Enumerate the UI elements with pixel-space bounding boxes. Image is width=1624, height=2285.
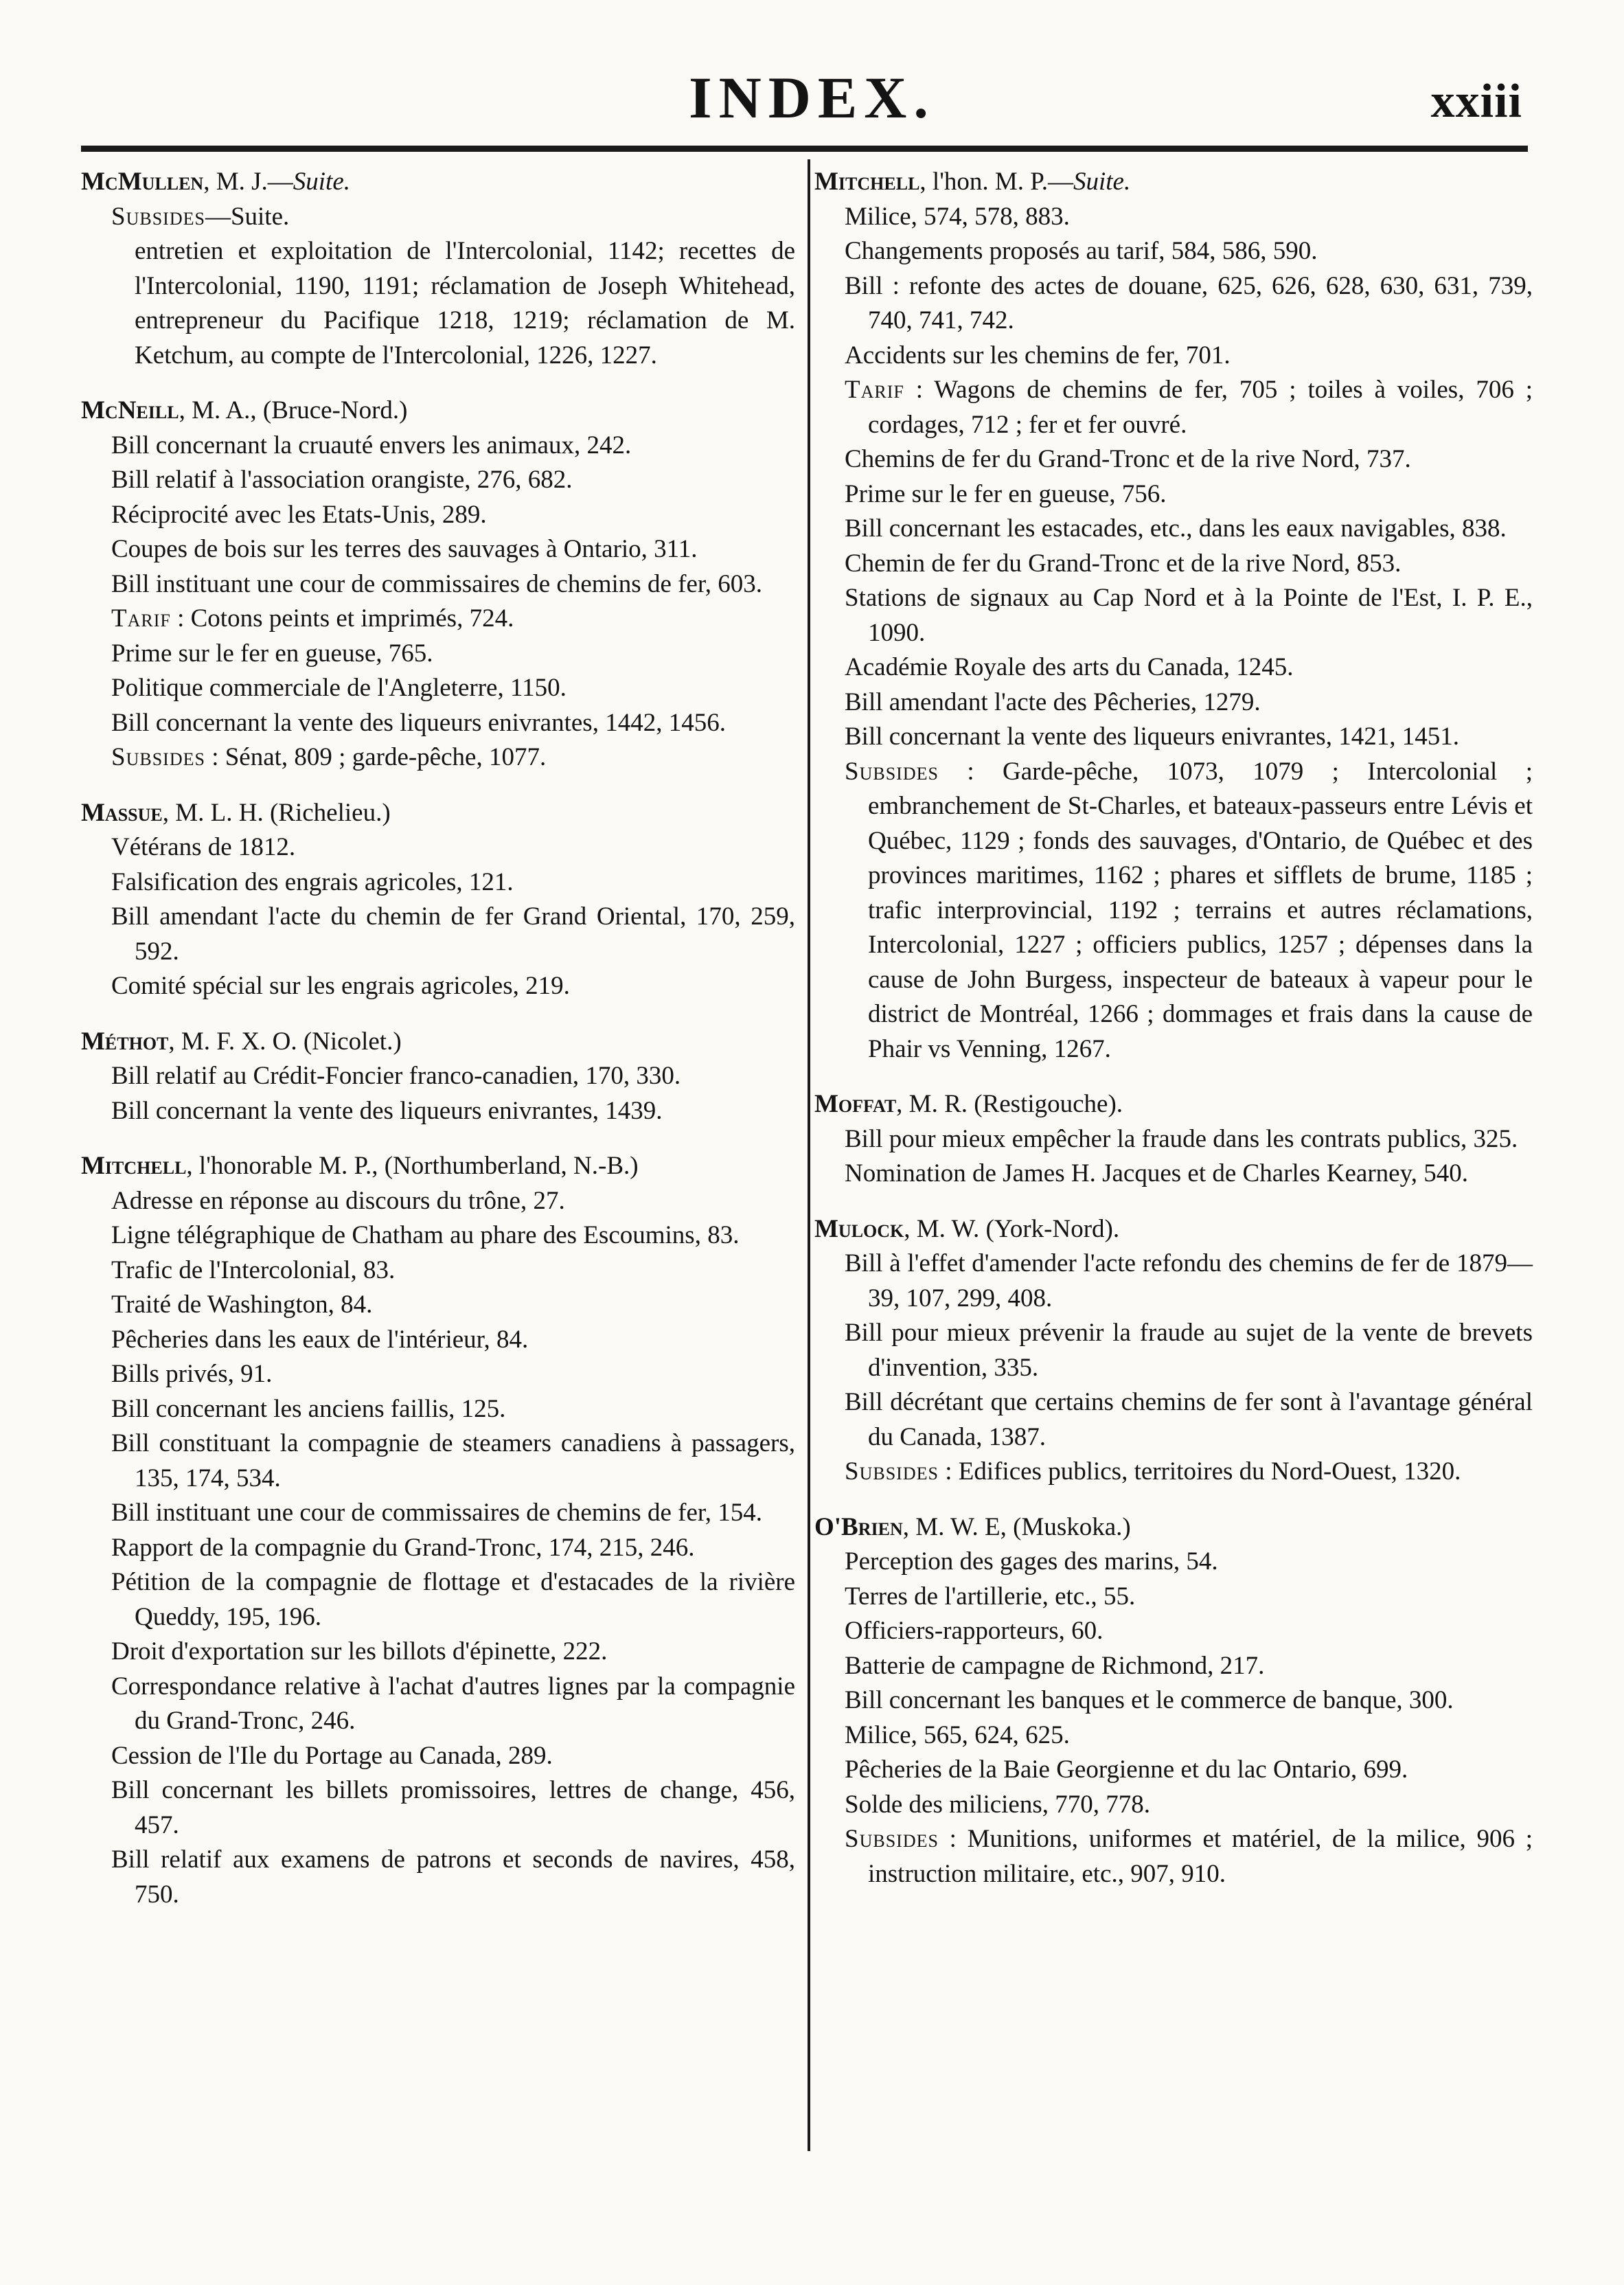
entry-details: , M. J.— [203, 168, 293, 196]
entry-item [814, 1614, 1533, 1649]
entry-heading [814, 1087, 1533, 1122]
entry-item [81, 234, 795, 373]
entry-item [814, 1580, 1533, 1615]
entry-item [814, 1385, 1533, 1455]
entry-details: , M. A., (Bruce-Nord.) [179, 396, 408, 424]
entry-item [81, 200, 795, 235]
entry-item-text: Perception des gages des marins, 54. [845, 1547, 1218, 1576]
entry-heading [81, 394, 795, 429]
entry-item-text: Bill concernant la vente des liqueurs enivrantes, 1439. [111, 1096, 663, 1125]
entry-item-text: Bill relatif aux examens de patrons et seconds de navires, 458, 750. [111, 1845, 795, 1909]
entry-item [81, 429, 795, 464]
entry-name: McNeill [81, 396, 179, 424]
entry-item-text: Milice, 565, 624, 625. [845, 1720, 1070, 1749]
entry-item-text: : Wagons de chemins de fer, 705 ; toiles à voiles, 706 ; cordages, 712 ; fer et fer ouvré. [868, 376, 1533, 439]
entry-item-text: Prime sur le fer en gueuse, 756. [845, 479, 1167, 508]
entry-item-text: Bill décrétant que certains chemins de fer sont à l'avantage général du Canada, 1387. [845, 1388, 1533, 1451]
entry-item [814, 1316, 1533, 1385]
entry-item-text: Droit d'exportation sur les billots d'épinette, 222. [111, 1637, 608, 1666]
entry-item-text: Adresse en réponse au discours du trône, 27. [111, 1186, 565, 1215]
entry-item-text: Bill instituant une cour de commissaires de chemins de fer, 603. [111, 569, 762, 598]
entry-item-text: Rapport de la compagnie du Grand-Tronc, 174, 215, 246. [111, 1533, 695, 1562]
entry-item [81, 1670, 795, 1739]
entry-item [814, 581, 1533, 650]
entry-details: , M. R. (Restigouche). [896, 1090, 1123, 1118]
entry-item [81, 1739, 795, 1774]
entry-name: Massue [81, 798, 163, 827]
entry-item-text: Bills privés, 91. [111, 1360, 273, 1388]
entry-item [814, 442, 1533, 477]
entry-item-text: Nomination de James H. Jacques et de Charles Kearney, 540. [845, 1159, 1468, 1187]
entry-item [814, 1788, 1533, 1823]
entry-item-text: : Garde-pêche, 1073, 1079 ; Intercolonial ; embranchement de St-Charles, et bateaux-passeurs entre Lévis et Québec, 1129 ; fonds des sauvages, d'Ontario, de Québec et des provinces maritimes, 1162 ; phares et sifflets de brume, 1185 ; trafic interprovincial, 1192 ; terrains et autres réclamations, Intercolonial, 1227 ; officiers publics, 1257 ; dépenses dans la cause de John Burgess, inspecteur de bateaux à vapeur pour le district de Montréal, 1266 ; dommages et frais dans la cause de Phair vs Venning, 1267. [868, 757, 1533, 1063]
entry-item [81, 463, 795, 498]
entry-details: , M. W. E, (Muskoka.) [902, 1512, 1131, 1541]
entry-item [814, 1683, 1533, 1718]
entry-item-text: Bill : refonte des actes de douane, 625, 626, 628, 630, 631, 739, 740, 741, 742. [845, 271, 1533, 334]
entry-item-text: Bill concernant la vente des liqueurs enivrantes, 1421, 1451. [845, 723, 1459, 751]
entry-item-text: Pétition de la compagnie de flottage et d'estacades de la rivière Queddy, 195, 196. [111, 1568, 795, 1631]
index-entry [81, 1149, 795, 1912]
entry-item [814, 720, 1533, 755]
index-entry [814, 1510, 1533, 1892]
entry-item [81, 532, 795, 567]
entry-item-text: Bill pour mieux prévenir la fraude au sujet de la vente de brevets d'invention, 335. [845, 1319, 1533, 1382]
entry-item [814, 477, 1533, 512]
entry-item [81, 1253, 795, 1288]
entry-item [814, 512, 1533, 547]
entry-item-text: Prime sur le fer en gueuse, 765. [111, 639, 433, 668]
entry-item-text: Accidents sur les chemins de fer, 701. [845, 341, 1231, 370]
index-entry [81, 394, 795, 775]
entry-item [81, 1357, 795, 1392]
entry-item [814, 547, 1533, 582]
entry-item [814, 1122, 1533, 1157]
entry-heading [814, 1510, 1533, 1545]
entry-item-text: Terres de l'artillerie, etc., 55. [845, 1582, 1136, 1611]
entry-category: Subsides [845, 757, 939, 786]
entry-item [81, 1773, 795, 1843]
entry-item-text: Bill concernant la vente des liqueurs enivrantes, 1442, 1456. [111, 708, 726, 737]
page-title: INDEX. [689, 65, 935, 130]
entry-item-text: entretien et exploitation de l'Intercolonial, 1142; recettes de l'Intercolonial, 1190, 1191; réclamation de Joseph Whitehead, entrepreneur du Pacifique 1218, 1219; réclamation de M. Ketchum, au compte de l'Intercolonial, 1226, 1227. [135, 237, 795, 370]
entry-item-text: Bill à l'effet d'amender l'acte refondu des chemins de fer de 1879—39, 107, 299, 408. [845, 1249, 1533, 1312]
entry-item [81, 1059, 795, 1094]
entry-item-text: Changements proposés au tarif, 584, 586, 590. [845, 237, 1318, 265]
entry-item [814, 234, 1533, 269]
entry-item [81, 1843, 795, 1912]
right-column [814, 165, 1533, 1912]
entry-item [81, 740, 795, 775]
entry-item [81, 567, 795, 602]
entry-item [814, 339, 1533, 374]
entry-item [81, 1288, 795, 1323]
entry-item-text: Bill pour mieux empêcher la fraude dans les contrats publics, 325. [845, 1124, 1518, 1153]
entry-item-text: Traité de Washington, 84. [111, 1291, 373, 1319]
entry-item [81, 671, 795, 706]
entry-item [814, 650, 1533, 685]
entry-item-text: Batterie de campagne de Richmond, 217. [845, 1651, 1265, 1680]
entry-item-text: : Munitions, uniformes et matériel, de la milice, 906 ; instruction militaire, etc., 907, 910. [868, 1825, 1533, 1888]
entry-item [81, 1426, 795, 1496]
header-rule [81, 146, 1528, 152]
index-entry [81, 796, 795, 1004]
entry-item-text: Bill relatif au Crédit-Foncier franco-canadien, 170, 330. [111, 1062, 681, 1090]
entry-item-text: Trafic de l'Intercolonial, 83. [111, 1255, 396, 1284]
index-entry [81, 1025, 795, 1129]
entry-item-text: Politique commerciale de l'Angleterre, 1150. [111, 674, 567, 702]
entry-name: Méthot [81, 1027, 169, 1056]
entry-details: , M. W. (York-Nord). [904, 1214, 1120, 1243]
entry-item-text: Comité spécial sur les engrais agricoles, 219. [111, 972, 570, 1000]
entry-details: , l'honorable M. P., (Northumberland, N.-B.) [186, 1152, 639, 1180]
entry-name: McMullen [81, 168, 204, 196]
entry-details: , l'hon. M. P.— [919, 168, 1073, 196]
entry-item [814, 1455, 1533, 1490]
entry-item-text: Bill instituant une cour de commissaires de chemins de fer, 154. [111, 1499, 762, 1527]
entry-heading [81, 796, 795, 831]
index-entry [814, 165, 1533, 1067]
entry-item-text: Chemin de fer du Grand-Tronc et de la rive Nord, 853. [845, 549, 1402, 578]
entry-item [81, 498, 795, 533]
entry-item [81, 1565, 795, 1635]
entry-category: Subsides [845, 1825, 939, 1853]
entry-item [81, 830, 795, 865]
entry-item [814, 1247, 1533, 1316]
entry-item-text: Cession de l'Ile du Portage au Canada, 289. [111, 1741, 553, 1770]
entry-item-text: Pêcheries dans les eaux de l'intérieur, 84. [111, 1325, 529, 1354]
entry-heading [81, 1149, 795, 1184]
entry-item-text: Bill constituant la compagnie de steamers canadiens à passagers, 135, 174, 534. [111, 1429, 795, 1492]
entry-item [814, 200, 1533, 235]
entry-item [814, 1718, 1533, 1753]
entry-item-text: Académie Royale des arts du Canada, 1245. [845, 653, 1294, 681]
entry-item-text: Bill concernant les estacades, etc., dans les eaux navigables, 838. [845, 514, 1507, 543]
entry-item [81, 1531, 795, 1566]
entry-item [814, 1545, 1533, 1580]
entry-item [81, 1184, 795, 1219]
entry-item [81, 900, 795, 969]
entry-item-text: Bill relatif à l'association orangiste, 276, 682. [111, 466, 573, 494]
entry-item-text: Pêcheries de la Baie Georgienne et du lac Ontario, 699. [845, 1755, 1408, 1784]
entry-name: O'Brien [814, 1512, 903, 1541]
entry-item [81, 1635, 795, 1670]
page-number: xxiii [1430, 75, 1522, 128]
entry-category: Subsides [845, 1457, 939, 1486]
entry-item [814, 1822, 1533, 1891]
left-column [81, 165, 795, 1933]
entry-category: Tarif [845, 376, 904, 404]
entry-details: , M. L. H. (Richelieu.) [162, 798, 391, 827]
entry-details: , M. F. X. O. (Nicolet.) [168, 1027, 402, 1056]
page-header [0, 0, 1624, 158]
entry-item [81, 706, 795, 741]
entry-category: Subsides [111, 202, 205, 231]
entry-item [814, 1753, 1533, 1788]
entry-item-text: Solde des miliciens, 770, 778. [845, 1790, 1150, 1819]
entry-item-text: Bill amendant l'acte du chemin de fer Grand Oriental, 170, 259, 592. [111, 902, 795, 966]
entry-item-text: Bill concernant la cruauté envers les animaux, 242. [111, 431, 632, 459]
entry-suite: Suite. [1073, 168, 1131, 196]
entry-item [81, 1218, 795, 1253]
entry-item-text: Bill concernant les billets promissoires, lettres de change, 456, 457. [111, 1776, 795, 1839]
entry-heading [814, 1212, 1533, 1247]
index-entry [814, 1212, 1533, 1490]
entry-item-text: Vétérans de 1812. [111, 833, 296, 861]
entry-item [814, 1157, 1533, 1192]
entry-item-text: Réciprocité avec les Etats-Unis, 289. [111, 500, 487, 529]
index-entry [814, 1087, 1533, 1192]
entry-item-text: : Sénat, 809 ; garde-pêche, 1077. [205, 743, 547, 771]
entry-name: Moffat [814, 1090, 897, 1118]
entry-category: Tarif [111, 604, 171, 633]
entry-item-text: Officiers-rapporteurs, 60. [845, 1617, 1103, 1645]
entry-item [81, 602, 795, 637]
entry-item-text: Coupes de bois sur les terres des sauvages à Ontario, 311. [111, 535, 698, 563]
entry-name: Mulock [814, 1214, 904, 1243]
entry-item-text: Chemins de fer du Grand-Tronc et de la rive Nord, 737. [845, 445, 1411, 473]
entry-item [81, 1496, 795, 1531]
entry-item-text: Correspondance relative à l'achat d'autres lignes par la compagnie du Grand-Tronc, 246. [111, 1672, 795, 1735]
entry-category: Subsides [111, 743, 205, 771]
entry-item [814, 269, 1533, 339]
entry-item [814, 373, 1533, 442]
entry-suite: Suite. [293, 168, 350, 196]
entry-item-text: Ligne télégraphique de Chatham au phare des Escoumins, 83. [111, 1221, 740, 1249]
entry-heading [81, 1025, 795, 1060]
entry-item [81, 969, 795, 1004]
entry-item-text: Bill concernant les banques et le commerce de banque, 300. [845, 1686, 1454, 1714]
index-entry [81, 165, 795, 373]
entry-item [81, 1094, 795, 1129]
entry-item-text: —Suite. [205, 202, 290, 231]
entry-item [814, 1649, 1533, 1684]
entry-item-text: Bill concernant les anciens faillis, 125. [111, 1394, 506, 1423]
column-divider [808, 159, 810, 2151]
entry-heading [814, 165, 1533, 200]
entry-item [81, 865, 795, 900]
entry-item [81, 1392, 795, 1427]
entry-item-text: Falsification des engrais agricoles, 121. [111, 867, 514, 896]
entry-heading [81, 165, 795, 200]
entry-name: Mitchell [81, 1152, 187, 1180]
entry-item [814, 755, 1533, 1067]
entry-item-text: Stations de signaux au Cap Nord et à la Pointe de l'Est, I. P. E., 1090. [845, 584, 1533, 647]
entry-item-text: Bill amendant l'acte des Pêcheries, 1279. [845, 687, 1261, 716]
entry-item [81, 1323, 795, 1358]
entry-item [81, 637, 795, 672]
entry-name: Mitchell [814, 168, 920, 196]
entry-item-text: : Cotons peints et imprimés, 724. [170, 604, 514, 633]
entry-item [814, 685, 1533, 720]
entry-item-text: Milice, 574, 578, 883. [845, 202, 1070, 231]
entry-item-text: : Edifices publics, territoires du Nord-Ouest, 1320. [938, 1457, 1461, 1486]
